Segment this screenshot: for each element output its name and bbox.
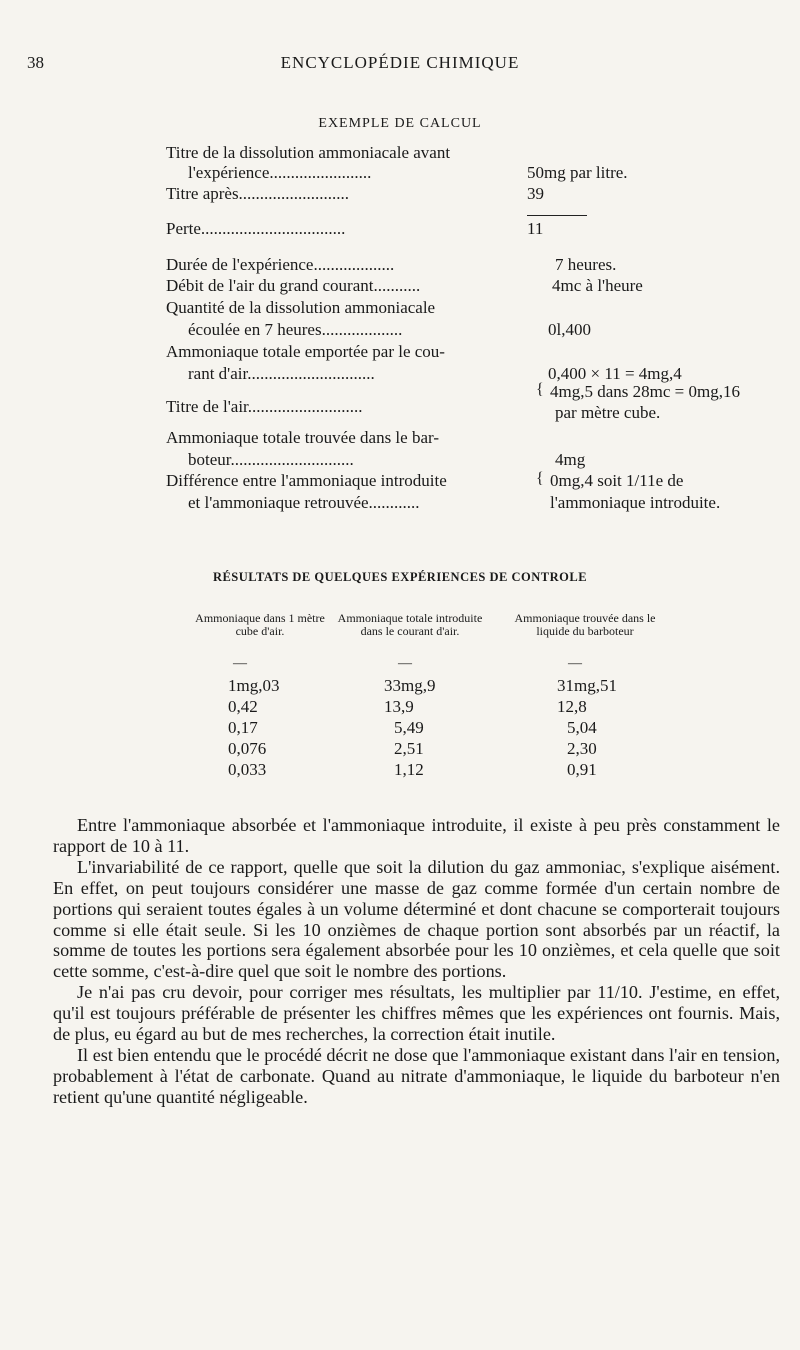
table-cell: 5,04 (567, 718, 597, 737)
calc-label: Quantité de la dissolution ammoniacale (166, 298, 436, 317)
table-cell: 13,9 (384, 697, 414, 716)
column-dash: — (568, 656, 582, 671)
table-cell: 12,8 (557, 697, 587, 716)
column-header: Ammoniaque dans 1 mètre cube d'air. (195, 611, 325, 638)
paragraph: L'invariabilité de ce rapport, quelle que soit la dilution du gaz ammoniac, s'explique aisément. En effet, on peut toujours considérer une masse de gaz comme formée d'un certain nombre de portions qui seraient toutes égales à un volume déterminé et dont chacune se comporterait toujours comme si elle était seule. Si les 10 onzièmes de chaque portion sont absorbés par un réactif, la somme de toutes les portions sera également absorbée pour les 10 onzièmes, et cela quelle que soit cette somme, c'est-à-dire quel que soit le nombre des portions. (53, 856, 780, 982)
page-number: 38 (27, 53, 44, 72)
calc-value: l'ammoniaque introduite. (550, 493, 721, 512)
calc-value: 4mg,5 dans 28mc = 0mg,16 (550, 382, 740, 401)
calc-value: 0mg,4 soit 1/11e de (550, 471, 684, 490)
calc-section-title: EXEMPLE DE CALCUL (318, 116, 482, 131)
calc-label: Titre après.......................... (166, 184, 350, 203)
table-cell: 0,033 (228, 760, 267, 779)
calc-label: Perte.................................. (166, 219, 346, 238)
calc-label: Débit de l'air du grand courant........... (166, 276, 421, 295)
calc-label: écoulée en 7 heures................... (188, 320, 403, 339)
table-cell: 0,17 (228, 718, 258, 737)
calc-label: Titre de l'air........................... (166, 397, 363, 416)
calc-value: par mètre cube. (555, 403, 661, 422)
calc-value: 4mc à l'heure (552, 276, 643, 295)
calc-value: 7 heures. (555, 255, 617, 274)
paragraph: Je n'ai pas cru devoir, pour corriger mes résultats, les multiplier par 11/10. J'estime, en effet, qu'il est toujours préférable de présenter les chiffres mêmes que les expériences ont fournis. Mais, de plus, eu égard au but de mes recherches, la correction était inutile. (53, 982, 780, 1045)
column-dash: — (398, 656, 412, 671)
calc-label: Durée de l'expérience................... (166, 255, 395, 274)
calc-value: 0l,400 (548, 320, 591, 339)
table-cell: 1mg,03 (228, 676, 280, 695)
calc-value: 11 (527, 219, 544, 238)
calc-label: Différence entre l'ammoniaque introduite (166, 471, 447, 490)
table-cell: 0,42 (228, 697, 258, 716)
table-cell: 1,12 (394, 760, 424, 779)
table-cell: 5,49 (394, 718, 424, 737)
calc-label: et l'ammoniaque retrouvée............ (188, 493, 420, 512)
table-cell: 31mg,51 (557, 676, 617, 695)
paragraph: Il est bien entendu que le procédé décrit ne dose que l'ammoniaque existant dans l'air en tension, probablement à l'état de carbonate. Quand au nitrate d'ammoniaque, le liquide du barboteur n'en retient qu'une quantité négligeable. (53, 1044, 780, 1107)
calc-value: 0,400 × 11 = 4mg,4 (548, 364, 682, 383)
table-cell: 0,076 (228, 739, 267, 758)
calc-label: rant d'air.............................. (188, 364, 375, 383)
results-section-title: RÉSULTATS DE QUELQUES EXPÉRIENCES DE CONTROLE (212, 570, 588, 584)
calc-label: Ammoniaque totale trouvée dans le bar- (166, 428, 439, 447)
table-cell: 0,91 (567, 760, 597, 779)
calc-label: boteur............................. (188, 450, 354, 469)
brace-glyph: { (536, 381, 544, 398)
paragraph: Entre l'ammoniaque absorbée et l'ammoniaque introduite, il existe à peu près constamment le rapport de 10 à 11. (53, 815, 780, 856)
calc-value: 4mg (555, 450, 586, 469)
calc-label: Ammoniaque totale emportée par le cou- (166, 342, 445, 361)
body-text (53, 815, 780, 1108)
column-header: Ammoniaque trouvée dans le liquide du barboteur (514, 611, 656, 638)
column-dash: — (233, 656, 247, 671)
column-header: Ammoniaque totale introduite dans le courant d'air. (337, 611, 483, 638)
calc-value: 50mg par litre. (527, 163, 628, 182)
table-cell: 2,30 (567, 739, 597, 758)
table-cell: 33mg,9 (384, 676, 436, 695)
calc-value: 39 (527, 184, 544, 203)
calc-label: l'expérience........................ (188, 163, 372, 182)
brace-glyph: { (536, 470, 544, 487)
subtraction-rule (527, 215, 587, 216)
table-cell: 2,51 (394, 739, 424, 758)
calc-label: Titre de la dissolution ammoniacale avant (166, 143, 451, 162)
running-title: ENCYCLOPÉDIE CHIMIQUE (280, 53, 520, 72)
